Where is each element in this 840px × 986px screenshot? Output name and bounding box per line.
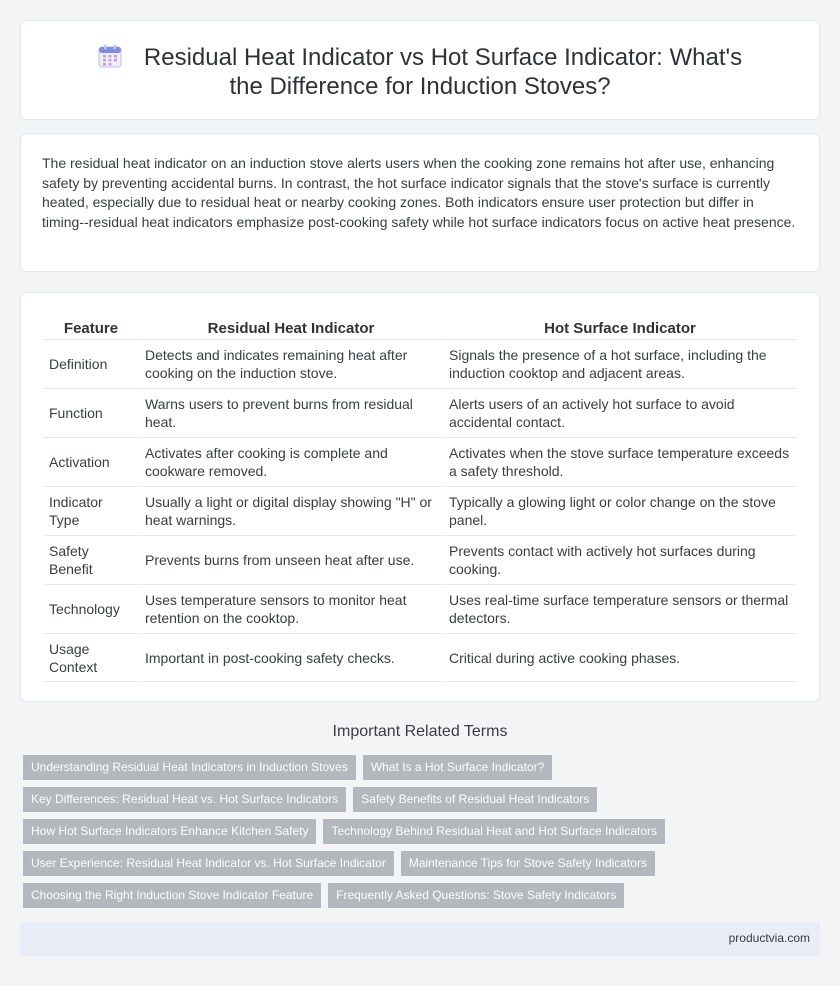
page-title-wrap xyxy=(81,43,759,101)
table-header-row xyxy=(44,313,796,339)
related-term-link[interactable]: Technology Behind Residual Heat and Hot Surface Indicators xyxy=(323,819,665,844)
tag-row xyxy=(23,787,723,812)
table-row xyxy=(44,339,796,388)
related-terms-title: Important Related Terms xyxy=(332,723,508,740)
hot-surface-cell: Critical during active cooking phases. xyxy=(444,633,796,682)
tag-row xyxy=(23,883,723,908)
table-row xyxy=(44,437,796,486)
related-term-link[interactable]: Understanding Residual Heat Indicators in Induction Stoves xyxy=(23,755,356,780)
feature-cell: Technology xyxy=(44,584,138,633)
tag-row xyxy=(23,851,723,876)
related-terms-list xyxy=(23,755,723,915)
related-term-link[interactable]: Frequently Asked Questions: Stove Safety Indicators xyxy=(328,883,624,908)
feature-cell: Indicator Type xyxy=(44,486,138,535)
related-term-link[interactable]: Choosing the Right Induction Stove Indicator Feature xyxy=(23,883,321,908)
related-term-link[interactable]: What Is a Hot Surface Indicator? xyxy=(363,755,552,780)
feature-cell: Function xyxy=(44,388,138,437)
residual-cell: Prevents burns from unseen heat after use. xyxy=(140,535,442,584)
feature-cell: Activation xyxy=(44,437,138,486)
table-row xyxy=(44,535,796,584)
column-header: Feature xyxy=(63,320,119,337)
residual-cell: Uses temperature sensors to monitor heat retention on the cooktop. xyxy=(140,584,442,633)
residual-cell: Warns users to prevent burns from residual heat. xyxy=(140,388,442,437)
hot-surface-cell: Prevents contact with actively hot surfaces during cooking. xyxy=(444,535,796,584)
hot-surface-cell: Activates when the stove surface temperature exceeds a safety threshold. xyxy=(444,437,796,486)
hot-surface-cell: Signals the presence of a hot surface, including the induction cooktop and adjacent areas. xyxy=(444,339,796,388)
footer-site: productvia.com xyxy=(728,931,810,945)
intro-card xyxy=(20,133,820,272)
tag-row xyxy=(23,755,723,780)
page-title: Residual Heat Indicator vs Hot Surface Indicator: What's the Difference for Induction Stoves? xyxy=(143,44,743,100)
comparison-table-card xyxy=(20,292,820,702)
related-term-link[interactable]: How Hot Surface Indicators Enhance Kitchen Safety xyxy=(23,819,316,844)
hot-surface-cell: Alerts users of an actively hot surface to avoid accidental contact. xyxy=(444,388,796,437)
related-term-link[interactable]: User Experience: Residual Heat Indicator vs. Hot Surface Indicator xyxy=(23,851,394,876)
feature-cell: Definition xyxy=(44,339,138,388)
feature-cell: Usage Context xyxy=(44,633,138,682)
calendar-icon xyxy=(98,44,122,68)
column-header: Residual Heat Indicator xyxy=(207,320,375,337)
comparison-table xyxy=(42,313,798,682)
residual-cell: Activates after cooking is complete and cookware removed. xyxy=(140,437,442,486)
tag-row xyxy=(23,819,723,844)
intro-paragraph: The residual heat indicator on an induction stove alerts users when the cooking zone remains hot after use, enhancing safety by preventing accidental burns. In contrast, the hot surface indicator signals that the stove's surface is currently heated, especially due to residual heat or nearby cooking zones. Both indicators ensure user protection but differ in timing--residual heat indicators emphasize post-cooking safety while hot surface indicators focus on active heat presence. xyxy=(42,155,796,230)
footer xyxy=(20,922,820,956)
related-term-link[interactable]: Maintenance Tips for Stove Safety Indicators xyxy=(401,851,655,876)
table-row xyxy=(44,486,796,535)
residual-cell: Detects and indicates remaining heat after cooking on the induction stove. xyxy=(140,339,442,388)
header-card xyxy=(20,20,820,120)
residual-cell: Important in post-cooking safety checks. xyxy=(140,633,442,682)
related-term-link[interactable]: Safety Benefits of Residual Heat Indicators xyxy=(353,787,597,812)
feature-cell: Safety Benefit xyxy=(44,535,138,584)
column-header: Hot Surface Indicator xyxy=(544,320,696,337)
table-row xyxy=(44,388,796,437)
hot-surface-cell: Typically a glowing light or color change on the stove panel. xyxy=(444,486,796,535)
table-row xyxy=(44,584,796,633)
hot-surface-cell: Uses real-time surface temperature sensors or thermal detectors. xyxy=(444,584,796,633)
table-row xyxy=(44,633,796,682)
related-term-link[interactable]: Key Differences: Residual Heat vs. Hot Surface Indicators xyxy=(23,787,346,812)
residual-cell: Usually a light or digital display showing "H" or heat warnings. xyxy=(140,486,442,535)
